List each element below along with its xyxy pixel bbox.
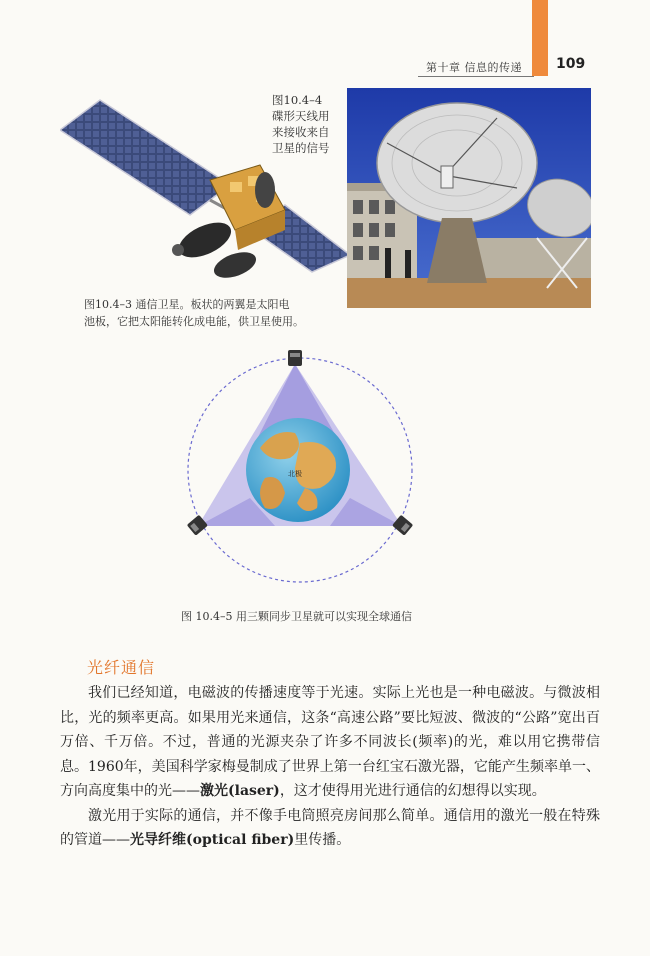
section-title: 光纤通信 — [87, 658, 156, 677]
figure-caption-10-4-3 — [84, 296, 344, 330]
caption-line: 图10.4–4 — [272, 93, 323, 107]
paragraph-1: 我们已经知道，电磁波的传播速度等于光速。实际上光也是一种电磁波。与微波相比，光的频率更高。如果用光来通信，这条“高速公路”要比短波、微波的“公路”宽出百万倍、千万倍。不过，普通的光源夹杂了许多不同波长(频率)的光，难以用它携带信息。1960年，美国科学家梅曼制成了世界上第一台红宝石激光器，它能产生频率单一、方向高度集中的光——激光(laser)，这才使得用光进行通信的幻想得以实现。 — [60, 685, 600, 799]
caption-line: 来接收来自 — [272, 125, 330, 139]
figure-caption-10-4-4 — [272, 92, 344, 156]
caption-line: 池板，它把太阳能转化成电能，供卫星使用。 — [84, 315, 304, 328]
caption-line: 图10.4–3 通信卫星。板状的两翼是太阳电 — [84, 298, 290, 311]
three-satellite-global-coverage-diagram — [180, 348, 420, 588]
term-optical-fiber: 光导纤维(optical fiber) — [130, 832, 295, 848]
header-divider — [418, 76, 534, 77]
caption-line: 卫星的信号 — [272, 141, 330, 155]
page-number: 109 — [556, 56, 586, 72]
figure-caption-10-4-5: 图 10.4–5 用三颗同步卫星就可以实现全球通信 — [181, 610, 412, 623]
caption-line: 碟形天线用 — [272, 109, 330, 123]
dish-antenna-photo — [347, 88, 591, 308]
paragraph-2: 激光用于实际的通信，并不像手电筒照亮房间那么简单。通信用的激光一般在特殊的管道——光导纤维(optical fiber)里传播。 — [60, 807, 600, 848]
chapter-header: 第十章 信息的传递 — [426, 61, 522, 74]
body-text — [60, 681, 600, 853]
term-laser: 激光(laser) — [200, 783, 280, 799]
globe-label: 北极 — [288, 470, 302, 478]
satellite-top-icon — [288, 350, 302, 366]
chapter-tab-marker — [532, 0, 548, 76]
